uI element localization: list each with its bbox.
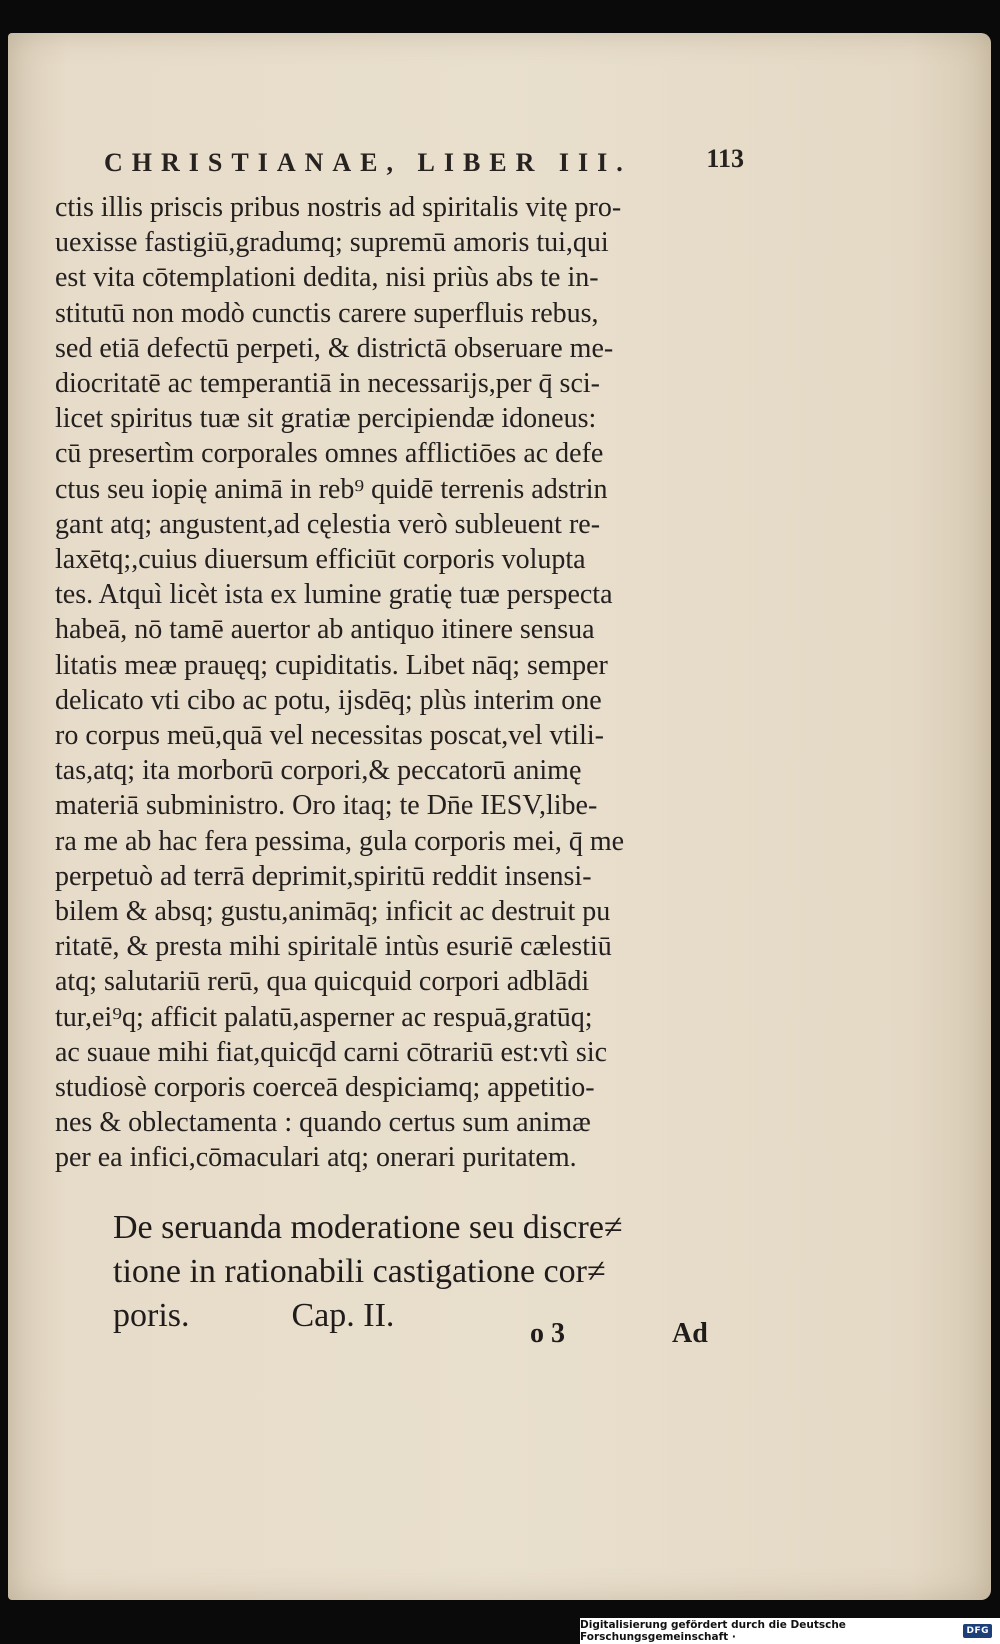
text-line: ctus seu iopię animā in reb⁹ quidē terrenis adstrin xyxy=(55,473,608,505)
chapter-heading-line: poris. Cap. II. xyxy=(113,1297,395,1334)
page-number: 113 xyxy=(706,144,744,173)
text-line: ritatē, & presta mihi spiritalē intùs esuriē cælestiū xyxy=(55,931,612,963)
text-line: ra me ab hac fera pessima, gula corporis mei, q̄ me xyxy=(55,825,625,857)
text-line: delicato vti cibo ac potu, ijsdēq; plùs interim one xyxy=(55,684,602,716)
dfg-logo: DFG xyxy=(963,1624,992,1638)
text-line: tes. Atquì licèt ista ex lumine gratię tuæ perspecta xyxy=(55,579,613,611)
text-line: habeā, nō tamē auertor ab antiquo itinere sensua xyxy=(55,614,595,646)
text-line: ac suaue mihi fiat,quicq̄d carni cōtrariū est:vtì sic xyxy=(55,1036,608,1068)
running-head: CHRISTIANAE, LIBER III. xyxy=(104,148,632,177)
text-line: studiosè corporis coerceā despiciamq; appetitio- xyxy=(55,1072,595,1104)
digitization-credit: Digitalisierung gefördert durch die Deutsche Forschungsgemeinschaft · xyxy=(580,1619,846,1643)
text-line: sed etiā defectū perpeti, & districtā obseruare me- xyxy=(55,332,614,364)
text-line: tur,ei⁹q; afficit palatū,asperner ac respuā,gratūq; xyxy=(55,1001,593,1033)
text-line: tas,atq; ita morborū corpori,& peccatorū animę xyxy=(55,755,582,787)
text-line: perpetuò ad terrā deprimit,spiritū reddit insensi- xyxy=(55,860,592,892)
text-line: gant atq; angustent,ad cęlestia verò subleuent re- xyxy=(55,508,601,540)
text-line: ctis illis priscis pribus nostris ad spiritalis vitę pro- xyxy=(55,192,622,223)
chapter-heading-line: De seruanda moderatione seu discre≠ xyxy=(113,1209,623,1246)
chapter-heading-line: tione in rationabili castigatione cor≠ xyxy=(113,1253,606,1290)
text-line: atq; salutariū rerū, qua quicquid corpori adblādi xyxy=(55,966,590,998)
catchword: Ad xyxy=(672,1318,708,1349)
text-line: bilem & absq; gustu,animāq; inficit ac destruit pu xyxy=(55,896,611,928)
text-line: ro corpus meū,quā vel necessitas poscat,vel vtili- xyxy=(55,720,604,752)
text-line: litatis meæ prauęq; cupiditatis. Libet nāq; semper xyxy=(55,649,608,681)
text-line: materiā subministro. Oro itaq; te Dn̄e IESV,libe- xyxy=(55,790,598,822)
text-line: cū presertìm corporales omnes afflictiōes ac defe xyxy=(55,438,604,470)
digitization-credit-bar xyxy=(580,1618,1000,1644)
text-line: uexisse fastigiū,gradumq; supremū amoris tui,qui xyxy=(55,227,609,259)
page-header xyxy=(104,144,744,188)
body-text xyxy=(55,190,705,1176)
text-line: est vita cōtemplationi dedita, nisi priùs abs te in- xyxy=(55,262,599,294)
text-line: per ea infici,cōmaculari atq; onerari puritatem. xyxy=(55,1142,577,1174)
text-line: stitutū non modò cunctis carere superfluis rebus, xyxy=(55,297,599,329)
text-line: nes & oblectamenta : quando certus sum animæ xyxy=(55,1107,591,1139)
text-line: diocritatē ac temperantiā in necessarijs,per q̄ sci- xyxy=(55,368,600,400)
chapter-heading xyxy=(113,1206,733,1338)
signature-mark: o 3 xyxy=(530,1318,565,1349)
text-line: laxētq;,cuius diuersum efficiūt corporis volupta xyxy=(55,544,586,576)
text-line: licet spiritus tuæ sit gratiæ percipiendæ idoneus: xyxy=(55,403,597,435)
